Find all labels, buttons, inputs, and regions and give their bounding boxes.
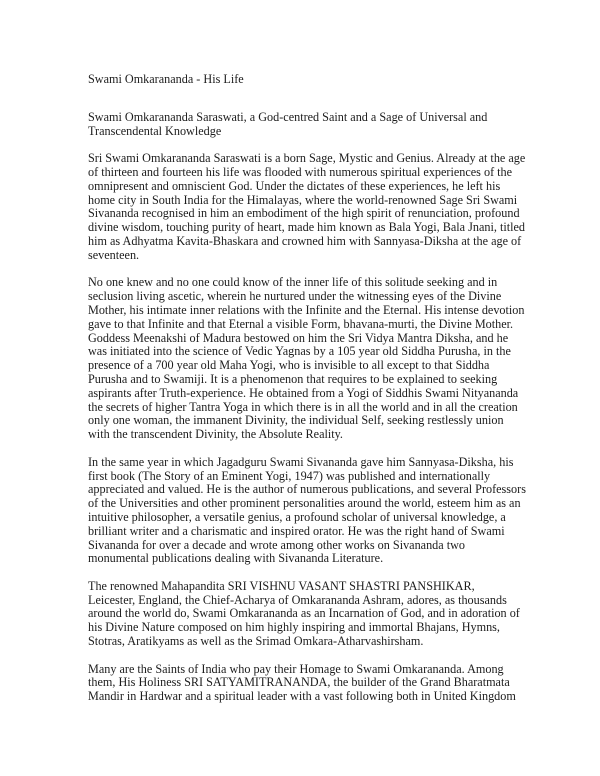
paragraph-line: was initiated into the science of Vedic Yagnas by a 105 year old Siddha Purusha, in the xyxy=(88,344,511,359)
paragraph-line: No one knew and no one could know of the inner life of this solitude seeking and in xyxy=(88,275,498,290)
paragraph-line: monumental publications dealing with Sivananda Literature. xyxy=(88,551,384,566)
paragraph-line: seclusion living ascetic, wherein he nurtured under the witnessing eyes of the Divine xyxy=(88,289,502,304)
paragraph-inner-life xyxy=(88,276,526,442)
subtitle-line: Transcendental Knowledge xyxy=(88,123,222,138)
paragraph-line: Sri Swami Omkarananda Saraswati is a born Sage, Mystic and Genius. Already at the age xyxy=(88,151,526,166)
paragraph-line: first book (The Story of an Eminent Yogi, 1947) was published and internationally xyxy=(88,468,491,483)
paragraph-line: aspirants after Truth-experience. He obtained from a Yogi of Siddhis Swami Nityananda xyxy=(88,385,519,400)
paragraph-line: seventeen. xyxy=(88,247,140,262)
document-title: Swami Omkarananda - His Life xyxy=(88,72,244,86)
paragraph-line: Stotras, Aratikyams as well as the Srimad Omkara-Atharvashirsham. xyxy=(88,634,424,649)
paragraph-line: In the same year in which Jagadguru Swami Sivananda gave him Sannyasa-Diksha, his xyxy=(88,454,514,469)
paragraph-publications xyxy=(88,456,526,566)
paragraph-line: with the transcendent Divinity, the Absolute Reality. xyxy=(88,427,343,442)
paragraph-line: Purusha and to Swamiji. It is a phenomenon that requires to be explained to seeking xyxy=(88,371,498,386)
paragraph-line: divine wisdom, touching purity of heart, made him known as Bala Yogi, Bala Jnani, titled xyxy=(88,220,525,235)
paragraph-line: appreciated and valued. He is the author of numerous publications, and several Professors xyxy=(88,482,526,497)
paragraph-line: omnipresent and omniscient God. Under the dictates of these experiences, he left his xyxy=(88,178,501,193)
paragraph-panshikar xyxy=(88,580,526,649)
paragraph-line: of thirteen and fourteen his life was flooded with numerous spiritual experiences of the xyxy=(88,164,513,179)
paragraph-line: Mother, his intimate inner relations with the Infinite and the Eternal. His intense devotion xyxy=(88,302,525,317)
document-page xyxy=(88,73,526,718)
paragraph-line: Goddess Meenakshi of Madura bestowed on him the Sri Vidya Mantra Diksha, and he xyxy=(88,330,509,345)
paragraph-line: his Divine Nature composed on him highly inspiring and immortal Bhajans, Hymns, xyxy=(88,620,500,635)
paragraph-line: them, His Holiness SRI SATYAMITRANANDA, the builder of the Grand Bharatmata xyxy=(88,675,510,690)
paragraph-line: him as Adhyatma Kavita-Bhaskara and crowned him with Sannyasa-Diksha at the age of xyxy=(88,233,522,248)
paragraph-early-life xyxy=(88,152,526,262)
paragraph-line: Leicester, England, the Chief-Acharya of Omkarananda Ashram, adores, as thousands xyxy=(88,592,507,607)
paragraph-line: Sivananda for over a decade and wrote among other works on Sivananda two xyxy=(88,537,466,552)
paragraph-line: around the world do, Swami Omkarananda as an Incarnation of God, and in adoration of xyxy=(88,606,520,621)
paragraph-line: the secrets of higher Tantra Yoga in which there is in all the world and in all the creation xyxy=(88,399,518,414)
paragraph-line: Many are the Saints of India who pay their Homage to Swami Omkarananda. Among xyxy=(88,661,504,676)
paragraph-line: home city in South India for the Himalayas, where the world-renowned Sage Sri Swami xyxy=(88,192,518,207)
subtitle-line: Swami Omkarananda Saraswati, a God-centred Saint and a Sage of Universal and xyxy=(88,109,488,124)
paragraph-line: The renowned Mahapandita SRI VISHNU VASANT SHASTRI PANSHIKAR, xyxy=(88,578,475,593)
paragraph-line: only one woman, the immanent Divinity, the individual Self, seeking restlessly union xyxy=(88,413,504,428)
paragraph-line: intuitive philosopher, a versatile genius, a profound scholar of universal knowledge, a xyxy=(88,509,506,524)
paragraph-line: presence of a 700 year old Maha Yogi, who is invisible to all except to that Siddha xyxy=(88,358,490,373)
paragraph-line: Mandir in Hardwar and a spiritual leader with a vast following both in United Kingdom xyxy=(88,689,516,704)
document-subtitle xyxy=(88,111,526,139)
paragraph-line: Sivananda recognised in him an embodiment of the high spirit of renunciation, profound xyxy=(88,206,520,221)
paragraph-line: gave to that Infinite and that Eternal a visible Form, bhavana-murti, the Divine Mother. xyxy=(88,316,514,331)
paragraph-line: brilliant writer and a charismatic and inspired orator. He was the right hand of Swami xyxy=(88,523,505,538)
paragraph-line: of the Universities and other prominent personalities around the world, esteem him as an xyxy=(88,496,521,511)
paragraph-saints xyxy=(88,663,526,704)
